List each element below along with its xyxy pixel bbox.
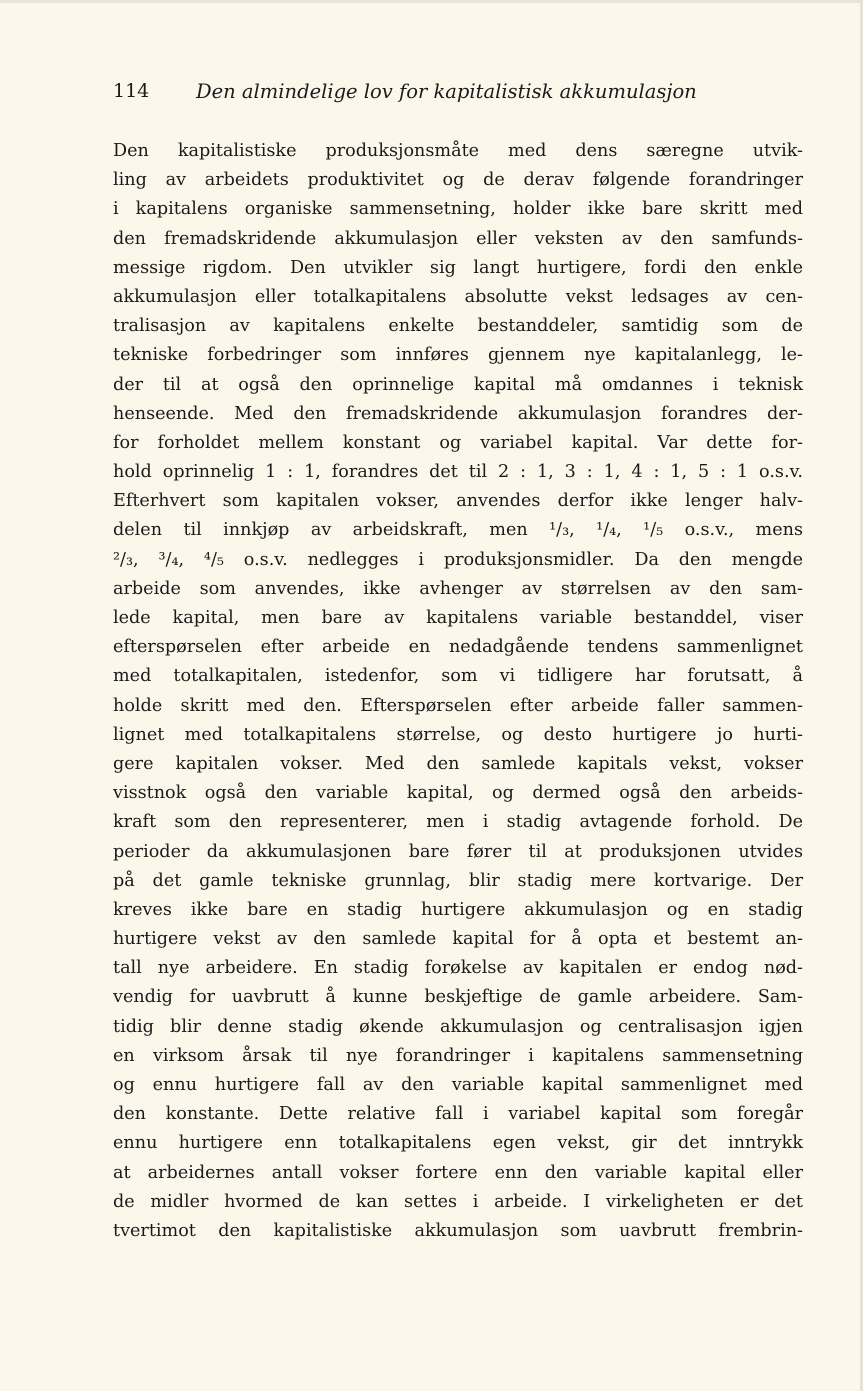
text-line: en virksom årsak til nye forandringer i kapitalens sammensetning	[113, 1045, 803, 1066]
text-line: de midler hvormed de kan settes i arbeide. I virkeligheten er det	[113, 1191, 803, 1212]
text-line: for forholdet mellem konstant og variabel kapital. Var dette for-	[113, 432, 803, 453]
text-line: vendig for uavbrutt å kunne beskjeftige de gamle arbeidere. Sam-	[113, 987, 803, 1008]
text-line: akkumulasjon eller totalkapitalens absolutte vekst ledsages av cen-	[113, 286, 803, 307]
text-line: kraft som den representerer, men i stadig avtagende forhold. De	[113, 812, 803, 833]
text-line: lignet med totalkapitalens størrelse, og desto hurtigere jo hurti-	[113, 724, 803, 745]
text-line: tvertimot den kapitalistiske akkumulasjon som uavbrutt frembrin-	[113, 1220, 803, 1241]
page-edge-top	[0, 0, 863, 3]
text-line: tidig blir denne stadig økende akkumulasjon og centralisasjon igjen	[113, 1016, 803, 1037]
text-line: henseende. Med den fremadskridende akkumulasjon forandres der-	[113, 403, 803, 424]
text-line: den fremadskridende akkumulasjon eller veksten av den samfunds-	[113, 228, 803, 249]
text-line: efterspørselen efter arbeide en nedadgående tendens sammenlignet	[113, 637, 803, 658]
text-line: Efterhvert som kapitalen vokser, anvendes derfor ikke lenger halv-	[113, 491, 803, 512]
text-line: tall nye arbeidere. En stadig forøkelse av kapitalen er endog nød-	[113, 958, 803, 979]
text-line: ennu hurtigere enn totalkapitalens egen vekst, gir det inntrykk	[113, 1133, 803, 1154]
text-line: arbeide som anvendes, ikke avhenger av størrelsen av den sam-	[113, 578, 803, 599]
running-title: Den almindelige lov for kapitalistisk akkumulasjon	[196, 80, 697, 103]
text-line: hurtigere vekst av den samlede kapital for å opta et bestemt an-	[113, 929, 803, 950]
text-line: Den kapitalistiske produksjonsmåte med dens særegne utvik-	[113, 141, 803, 161]
text-line: kreves ikke bare en stadig hurtigere akkumulasjon og en stadig	[113, 899, 803, 920]
text-line: at arbeidernes antall vokser fortere enn den variable kapital eller	[113, 1162, 803, 1183]
text-line: ²/₃, ³/₄, ⁴/₅ o.s.v. nedlegges i produksjonsmidler. Da den mengde	[113, 549, 803, 570]
text-line: perioder da akkumulasjonen bare fører til at produksjonen utvides	[113, 841, 803, 862]
text-line: gere kapitalen vokser. Med den samlede kapitals vekst, vokser	[113, 753, 803, 774]
text-line: den konstante. Dette relative fall i variabel kapital som foregår	[113, 1104, 803, 1125]
text-line: i kapitalens organiske sammensetning, holder ikke bare skritt med	[113, 199, 803, 220]
page-number: 114	[113, 80, 150, 102]
text-line: tekniske forbedringer som innføres gjennem nye kapitalanlegg, le-	[113, 345, 803, 366]
text-line: lede kapital, men bare av kapitalens variable bestanddel, viser	[113, 608, 803, 628]
text-line: delen til innkjøp av arbeidskraft, men ¹/₃, ¹/₄, ¹/₅ o.s.v., mens	[113, 520, 803, 541]
text-line: holde skritt med den. Efterspørselen efter arbeide faller sammen-	[113, 695, 803, 716]
text-line: på det gamle tekniske grunnlag, blir stadig mere kortvarige. Der	[113, 870, 803, 891]
text-line: med totalkapitalen, istedenfor, som vi tidligere har forutsatt, å	[113, 666, 803, 687]
body-paragraph	[113, 137, 803, 1246]
text-line: ling av arbeidets produktivitet og de derav følgende forandringer	[113, 170, 803, 191]
running-head	[113, 80, 813, 110]
text-line: hold oprinnelig 1 : 1, forandres det til 2 : 1, 3 : 1, 4 : 1, 5 : 1 o.s.v.	[113, 462, 803, 483]
text-line: visstnok også den variable kapital, og dermed også den arbeids-	[113, 783, 803, 804]
text-line: tralisasjon av kapitalens enkelte bestanddeler, samtidig som de	[113, 316, 803, 337]
text-line: der til at også den oprinnelige kapital må omdannes i teknisk	[113, 374, 803, 395]
text-line: og ennu hurtigere fall av den variable kapital sammenlignet med	[113, 1075, 803, 1095]
text-line: messige rigdom. Den utvikler sig langt hurtigere, fordi den enkle	[113, 257, 803, 278]
